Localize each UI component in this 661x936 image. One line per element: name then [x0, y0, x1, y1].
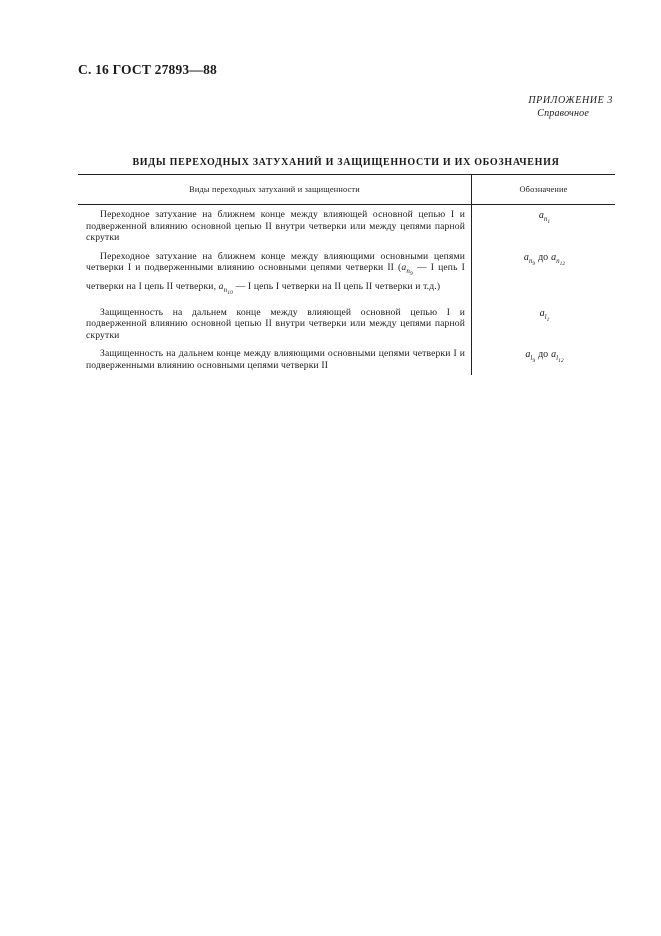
row-description: Защищенность на дальнем конце между влияющими основными цепями четверки I и подверженными влиянию основными цепями четверки II [78, 344, 472, 374]
column-header-designation: Обозначение [472, 175, 616, 205]
designation-range-word: до [538, 349, 549, 361]
appendix-label-block [528, 94, 613, 120]
row-designation [472, 205, 616, 247]
row-description: Переходное затухание на ближнем конце между влияющей основной цепью I и подверженной влиянию основной цепью II внутри четверки или между цепями парной скрутки [78, 205, 472, 247]
column-header-types: Виды переходных затуханий и защищенности [78, 175, 472, 205]
row-description: Защищенность на дальнем конце между влияющей основной цепью I и подверженной влиянию основной цепью II внутри четверки или между цепями парной скрутки [78, 303, 472, 345]
designations-table-container [78, 174, 615, 375]
designation-symbol: $a_{n_9}$ [523, 251, 536, 267]
row-description: Переходное затухание на ближнем конце между влияющими основными цепями четверки I и подверженными влиянию основными цепями четверки II ($a_{n_9}$ — I цепь I четверки на I цепь II четверки, $a_{n_{10}}$ — I цепь I четверки на II цепь II четверки и т.д.) [78, 247, 472, 303]
document-title: ВИДЫ ПЕРЕХОДНЫХ ЗАТУХАНИЙ И ЗАЩИЩЕННОСТИ И ИХ ОБОЗНАЧЕНИЯ [132, 157, 560, 168]
row-designation [472, 344, 616, 374]
table-header-row [78, 175, 615, 205]
table-row [78, 303, 615, 345]
page-header: С. 16 ГОСТ 27893—88 [78, 62, 217, 77]
inline-symbol: $a_{n_{10}}$ [218, 280, 234, 296]
designation-symbol: $a_{l_9}$ [525, 349, 536, 365]
table-row [78, 205, 615, 247]
table-row [78, 247, 615, 303]
appendix-kind: Справочное [537, 108, 589, 119]
designation-symbol: $a_{n_{12}}$ [551, 251, 566, 267]
row-designation [472, 247, 616, 303]
table-row [78, 344, 615, 374]
row-designation [472, 303, 616, 345]
designation-symbol: $a_{l_{12}}$ [551, 349, 564, 365]
inline-symbol: $a_{n_9}$ [401, 262, 413, 278]
designations-table [78, 174, 615, 375]
designation-symbol: $a_{l_1}$ [539, 307, 550, 323]
designation-symbol: $a_{n_1}$ [538, 210, 551, 225]
designation-range-word: до [538, 251, 549, 263]
appendix-label: ПРИЛОЖЕНИЕ 3 [528, 95, 613, 106]
